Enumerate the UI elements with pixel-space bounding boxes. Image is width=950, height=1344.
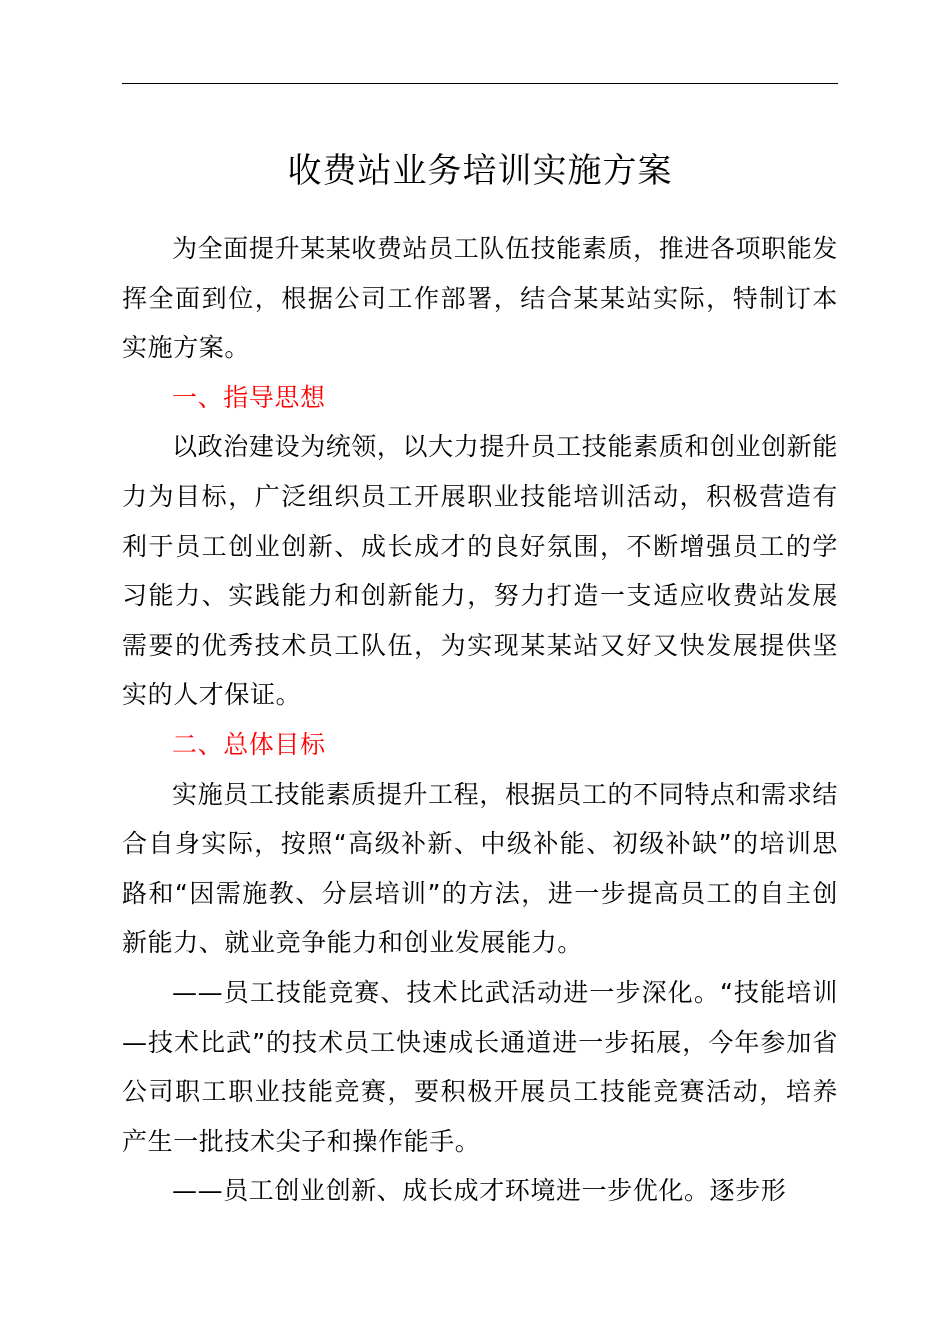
section-heading-guiding-ideology: 一、指导思想 — [172, 382, 326, 412]
document-body — [122, 224, 838, 1216]
section-heading-overall-goal: 二、总体目标 — [172, 729, 326, 759]
guiding-ideology-paragraph: 以政治建设为统领，以大力提升员工技能素质和创业创新能力为目标，广泛组织员工开展职业技能培训活动，积极营造有利于员工创业创新、成长成才的良好氛围，不断增强员工的学习能力、实践能力和创新能力，努力打造一支适应收费站发展需要的优秀技术员工队伍，为实现某某站又好又快发展提供坚实的人才保证。 — [122, 432, 838, 710]
innovation-environment-paragraph: ——员工创业创新、成长成才环境进一步优化。逐步形 — [172, 1176, 787, 1206]
intro-paragraph: 为全面提升某某收费站员工队伍技能素质，推进各项职能发挥全面到位，根据公司工作部署，结合某某站实际，特制订本实施方案。 — [122, 234, 838, 363]
skills-competition-paragraph: ——员工技能竞赛、技术比武活动进一步深化。“技能培训—技术比武”的技术员工快速成长通道进一步拓展，今年参加省公司职工职业技能竞赛，要积极开展员工技能竞赛活动，培养产生一批技术尖子和操作能手。 — [122, 977, 838, 1156]
document-title: 收费站业务培训实施方案 — [287, 151, 673, 191]
header-rule — [122, 83, 838, 84]
overall-goal-paragraph: 实施员工技能素质提升工程，根据员工的不同特点和需求结合自身实际，按照“高级补新、中级补能、初级补缺”的培训思路和“因需施教、分层培训”的方法，进一步提高员工的自主创新能力、就业竞争能力和创业发展能力。 — [122, 779, 838, 958]
